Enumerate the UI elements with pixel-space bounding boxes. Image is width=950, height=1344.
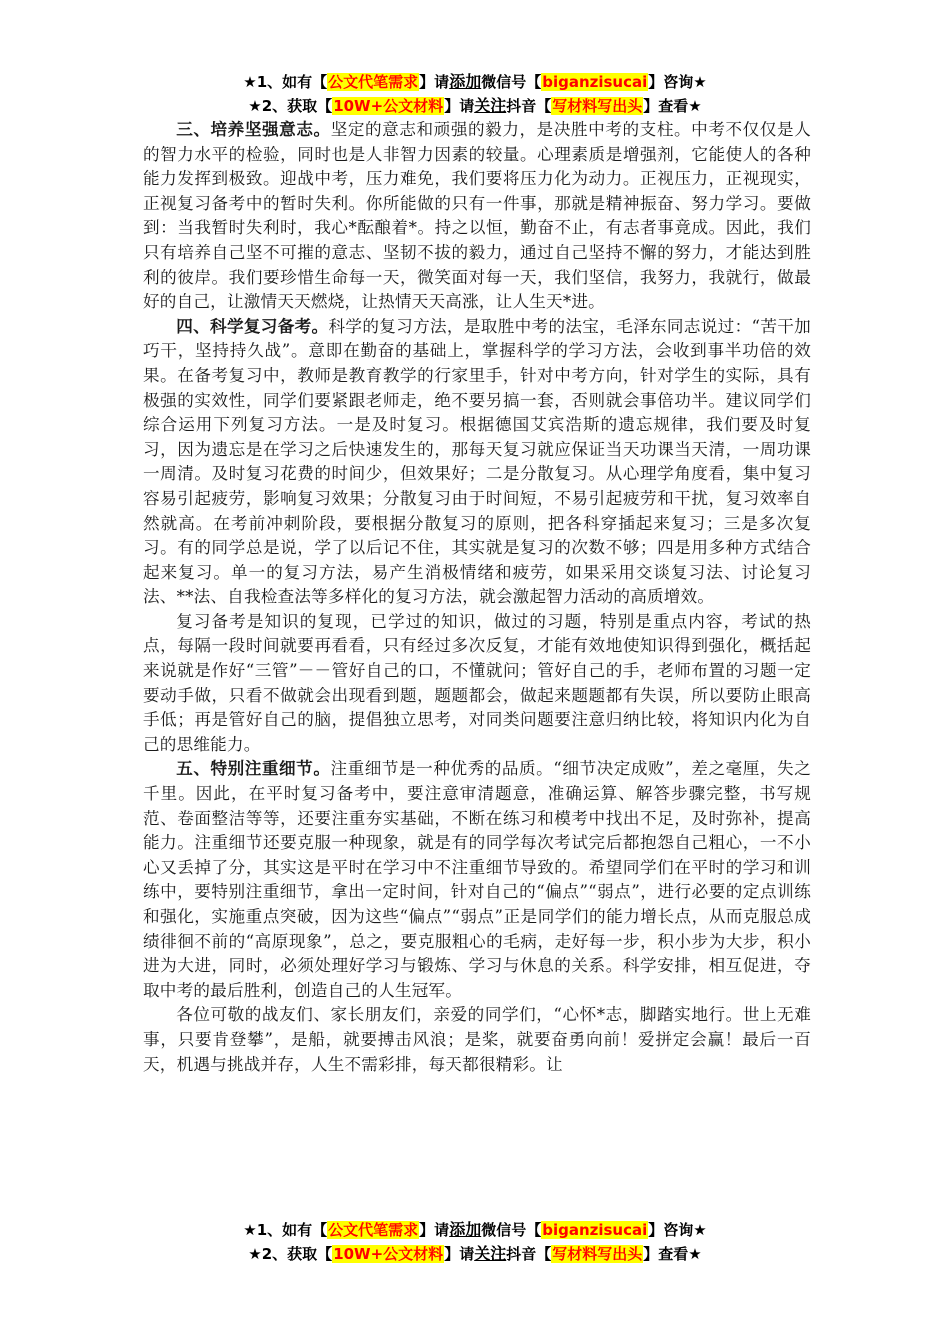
banner-text: 】咨询★ — [648, 73, 707, 91]
paragraph-text: 复习备考是知识的复现，已学过的知识，做过的习题，特别是重点内容，考试的热点，每隔一段时间就要再看看，只有经过多次反复，才能有效地使知识得到强化，概括起来说就是作好“三管”－－管好自己的口，不懂就问；管好自己的手，老师布置的习题一定要动手做，只看不做就会出现看到题，题题都会，做起来题题都有失误，所以要防止眼高手低；再是管好自己的脑，提倡独立思考，对同类问题要注意归纳比较，将知识内化为自己的思维能力。 — [143, 611, 811, 754]
section-heading: 四、科学复习备考。 — [176, 316, 329, 336]
banner-highlight-douyin-name: 写材料写出头 — [552, 1245, 643, 1263]
header-banner-line-2 — [0, 94, 950, 118]
banner-text: 】查看★ — [643, 1245, 702, 1263]
banner-highlight-wechat-id: biganzisucai — [542, 1221, 648, 1239]
banner-text: ★2、获取【 — [248, 97, 333, 115]
footer-banner-line-2 — [0, 1242, 950, 1266]
banner-text: 】咨询★ — [648, 1221, 707, 1239]
paragraph-text: 注重细节是一种优秀的品质。“细节决定成败”，差之毫厘，失之千里。因此，在平时复习备考中，要注意审清题意，准确运算、解答步骤完整，书写规范、卷面整洁等等，还要注重夯实基础，不断在练习和模考中找出不足，及时弥补，提高能力。注重细节还要克服一种现象，就是有的同学每次考试完后都抱怨自己粗心，一不小心又丢掉了分，其实这是平时在学习中不注重细节导致的。希望同学们在平时的学习和训练中，要特别注重细节，拿出一定时间，针对自己的“偏点”“弱点”，进行必要的定点训练和强化，实施重点突破，因为这些“偏点”“弱点”正是同学们的能力增长点，从而克服总成绩徘徊不前的“高原现象”，总之，要克服粗心的毛病，走好每一步，积小步为大步，积小进为大进，同时，必须处理好学习与锻炼、学习与休息的关系。科学安排，相互促进，夺取中考的最后胜利，创造自己的人生冠军。 — [143, 759, 811, 1000]
banner-highlight: 10W+公文材料 — [333, 97, 444, 115]
banner-text: ★1、如有【 — [243, 73, 328, 91]
banner-text: 微信号【 — [481, 73, 542, 91]
banner-text: 】请 — [419, 73, 450, 91]
banner-text: ★2、获取【 — [248, 1245, 333, 1263]
footer-banner-line-1 — [0, 1218, 950, 1242]
paragraph-closing — [143, 1003, 811, 1077]
paragraph-knowledge-review — [143, 610, 811, 758]
paragraph-details — [143, 757, 811, 1003]
banner-text: 】请 — [444, 97, 475, 115]
banner-highlight-douyin-name: 写材料写出头 — [552, 97, 643, 115]
banner-text: 抖音【 — [506, 97, 552, 115]
banner-underlined: 添加 — [449, 1220, 482, 1239]
banner-text: 抖音【 — [506, 1245, 552, 1263]
document-body — [143, 118, 811, 1077]
paragraph-review-methods — [143, 315, 811, 610]
header-banner-line-1 — [0, 70, 950, 94]
paragraph-willpower — [143, 118, 811, 315]
banner-text: 】请 — [444, 1245, 475, 1263]
banner-text: 微信号【 — [481, 1221, 542, 1239]
banner-underlined: 关注 — [474, 1244, 507, 1263]
banner-highlight: 10W+公文材料 — [333, 1245, 444, 1263]
banner-text: ★1、如有【 — [243, 1221, 328, 1239]
banner-text: 】请 — [419, 1221, 450, 1239]
banner-underlined: 添加 — [449, 72, 482, 91]
banner-underlined: 关注 — [474, 96, 507, 115]
section-heading: 三、培养坚强意志。 — [176, 120, 331, 139]
paragraph-text: 各位可敬的战友们、家长朋友们，亲爱的同学们，“心怀*志，脚踏实地行。世上无难事，只要肯登攀”，是船，就要搏击风浪；是桨，就要奋勇向前！爱拼定会赢！最后一百天，机遇与挑战并存，人生不需彩排，每天都很精彩。让 — [143, 1005, 811, 1074]
banner-highlight-wechat-id: biganzisucai — [542, 73, 648, 91]
paragraph-text: 科学的复习方法，是取胜中考的法宝，毛泽东同志说过：“苦干加巧干，坚持持久战”。意即在勤奋的基础上，掌握科学的学习方法，会收到事半功倍的效果。在备考复习中，教师是教育教学的行家里手，针对中考方向，针对学生的实际，具有极强的实效性，同学们要紧跟老师走，绝不要另搞一套，否则就会事倍功半。建议同学们综合运用下列复习方法。一是及时复习。根据德国艾宾浩斯的遗忘规律，我们要及时复习，因为遗忘是在学习之后快速发生的，那每天复习就应保证当天功课当天清，一周功课一周清。及时复习花费的时间少，但效果好；二是分散复习。从心理学角度看，集中复习容易引起疲劳，影响复习效果；分散复习由于时间短，不易引起疲劳和干扰，复习效率自然就高。在考前冲刺阶段，要根据分散复习的原则，把各科穿插起来复习；三是多次复习。有的同学总是说，学了以后记不住，其实就是复习的次数不够；四是用多种方式结合起来复习。单一的复习方法，易产生消极情绪和疲劳，如果采用交谈复习法、讨论复习法、**法、自我检查法等多样化的复习方法，就会激起智力活动的高质增效。 — [143, 316, 811, 607]
paragraph-text: 坚定的意志和顽强的毅力，是决胜中考的支柱。中考不仅仅是人的智力水平的检验，同时也是人非智力因素的较量。心理素质是增强剂，它能使人的各种能力发挥到极致。迎战中考，压力难免，我们要将压力化为动力。正视压力，正视现实，正视复习备考中的暂时失利。你所能做的只有一件事，那就是精神振奋、努力学习。要做到：当我暂时失利时，我心*酝酿着*。持之以恒，勤奋不止，有志者事竟成。因此，我们只有培养自己坚不可摧的意志、坚韧不拔的毅力，通过自己坚持不懈的努力，才能达到胜利的彼岸。我们要珍惜生命每一天，微笑面对每一天，我们坚信，我努力，我就行，做最好的自己，让激情天天燃烧，让热情天天高涨，让人生天*进。 — [143, 120, 811, 312]
banner-highlight: 公文代笔需求 — [328, 1221, 419, 1239]
banner-highlight: 公文代笔需求 — [328, 73, 419, 91]
section-heading: 五、特别注重细节。 — [176, 759, 331, 779]
banner-text: 】查看★ — [643, 97, 702, 115]
